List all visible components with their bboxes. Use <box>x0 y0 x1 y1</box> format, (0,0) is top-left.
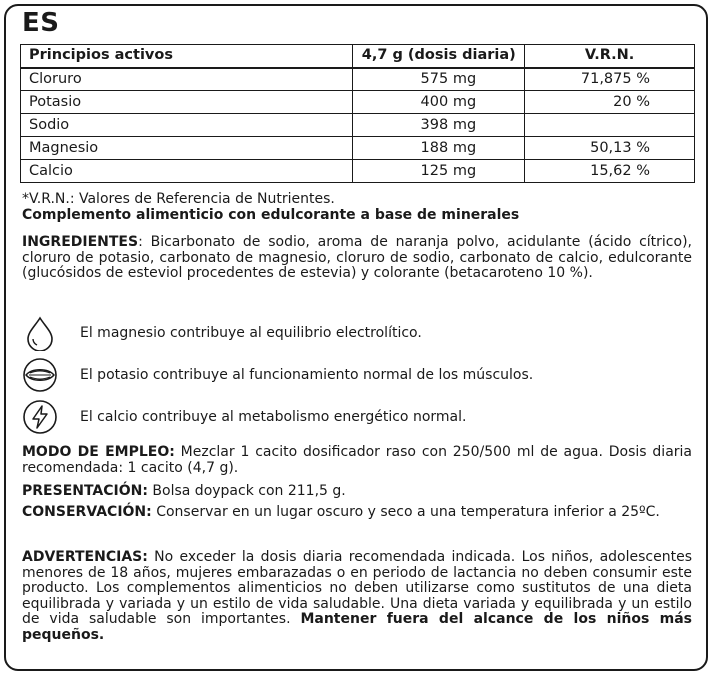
nutrient-vrn: 15,62 % <box>525 160 695 183</box>
claim-calcium <box>22 399 692 435</box>
warnings-emphasis: Mantener fuera del alcance de los niños más pequeños. <box>22 611 692 643</box>
claim-text: El calcio contribuye al metabolismo energético normal. <box>80 409 467 425</box>
nutrient-name: Potasio <box>21 91 353 114</box>
nutrient-vrn: 20 % <box>525 91 695 114</box>
header-daily-dose: 4,7 g (dosis diaria) <box>353 45 525 68</box>
storage-text: Conservar en un lugar oscuro y seco a una temperatura inferior a 25ºC. <box>151 504 660 520</box>
nutrient-dose: 400 mg <box>353 91 525 114</box>
presentation-text: Bolsa doypack con 211,5 g. <box>147 483 346 499</box>
ingredients-block <box>22 235 692 282</box>
muscle-icon <box>22 357 58 393</box>
ingredients-label: INGREDIENTES <box>22 234 139 250</box>
presentation-block <box>22 484 692 500</box>
product-description: Complemento alimenticio con edulcorante a base de minerales <box>22 206 520 223</box>
claim-text: El magnesio contribuye al equilibrio electrolítico. <box>80 325 422 341</box>
nutrient-vrn: 71,875 % <box>525 68 695 91</box>
nutrient-name: Sodio <box>21 114 353 137</box>
claim-text: El potasio contribuye al funcionamiento normal de los músculos. <box>80 367 534 383</box>
storage-block <box>22 505 692 521</box>
storage-label: CONSERVACIÓN: <box>22 504 152 520</box>
vrn-note: *V.R.N.: Valores de Referencia de Nutrientes. <box>22 191 335 207</box>
usage-text: Mezclar 1 cacito dosificador raso con 250/500 ml de agua. Dosis diaria recomendada: 1 cacito (4,7 g). <box>22 444 693 476</box>
nutrient-name: Calcio <box>21 160 353 183</box>
nutrient-dose: 398 mg <box>353 114 525 137</box>
warnings-block <box>22 550 692 643</box>
table-row <box>21 160 695 183</box>
language-code: ES <box>22 8 60 38</box>
claim-potassium <box>22 357 692 393</box>
table-header-row <box>21 45 695 68</box>
table-row <box>21 68 695 91</box>
claim-magnesium <box>22 315 692 351</box>
nutrient-dose: 125 mg <box>353 160 525 183</box>
lightning-icon <box>22 399 58 435</box>
vrn-note-block <box>22 192 692 223</box>
table-row <box>21 114 695 137</box>
header-active-principles: Principios activos <box>21 45 353 68</box>
water-drop-icon <box>22 315 58 351</box>
table-row <box>21 137 695 160</box>
header-vrn: V.R.N. <box>525 45 695 68</box>
presentation-label: PRESENTACIÓN: <box>22 483 148 499</box>
warnings-label: ADVERTENCIAS: <box>22 549 148 565</box>
nutrient-name: Cloruro <box>21 68 353 91</box>
nutrient-dose: 575 mg <box>353 68 525 91</box>
nutrition-table <box>20 44 695 183</box>
ingredients-text: : Bicarbonato de sodio, aroma de naranja polvo, acidulante (ácido cítrico), cloruro de potasio, carbonato de magnesio, cloruro de sodio, carbonato de calcio, edulcorante (glucósidos de esteviol procedentes de estevia) y colorante (betacaroteno 10 %). <box>22 234 692 281</box>
nutrient-vrn: 50,13 % <box>525 137 695 160</box>
usage-block <box>22 445 692 476</box>
nutrient-name: Magnesio <box>21 137 353 160</box>
nutrient-dose: 188 mg <box>353 137 525 160</box>
usage-label: MODO DE EMPLEO: <box>22 444 175 460</box>
table-row <box>21 91 695 114</box>
nutrient-vrn <box>525 114 695 137</box>
warnings-text: No exceder la dosis diaria recomendada indicada. Los niños, adolescentes menores de 18 años, mujeres embarazadas o en periodo de lactancia no deben consumir este producto. Los complementos alimenticios no deben utilizarse como sustitutos de una dieta equilibrada y variada y un estilo de vida saludable. Una dieta variada y equilibrada y un estilo de vida saludable son importantes. <box>22 549 692 627</box>
